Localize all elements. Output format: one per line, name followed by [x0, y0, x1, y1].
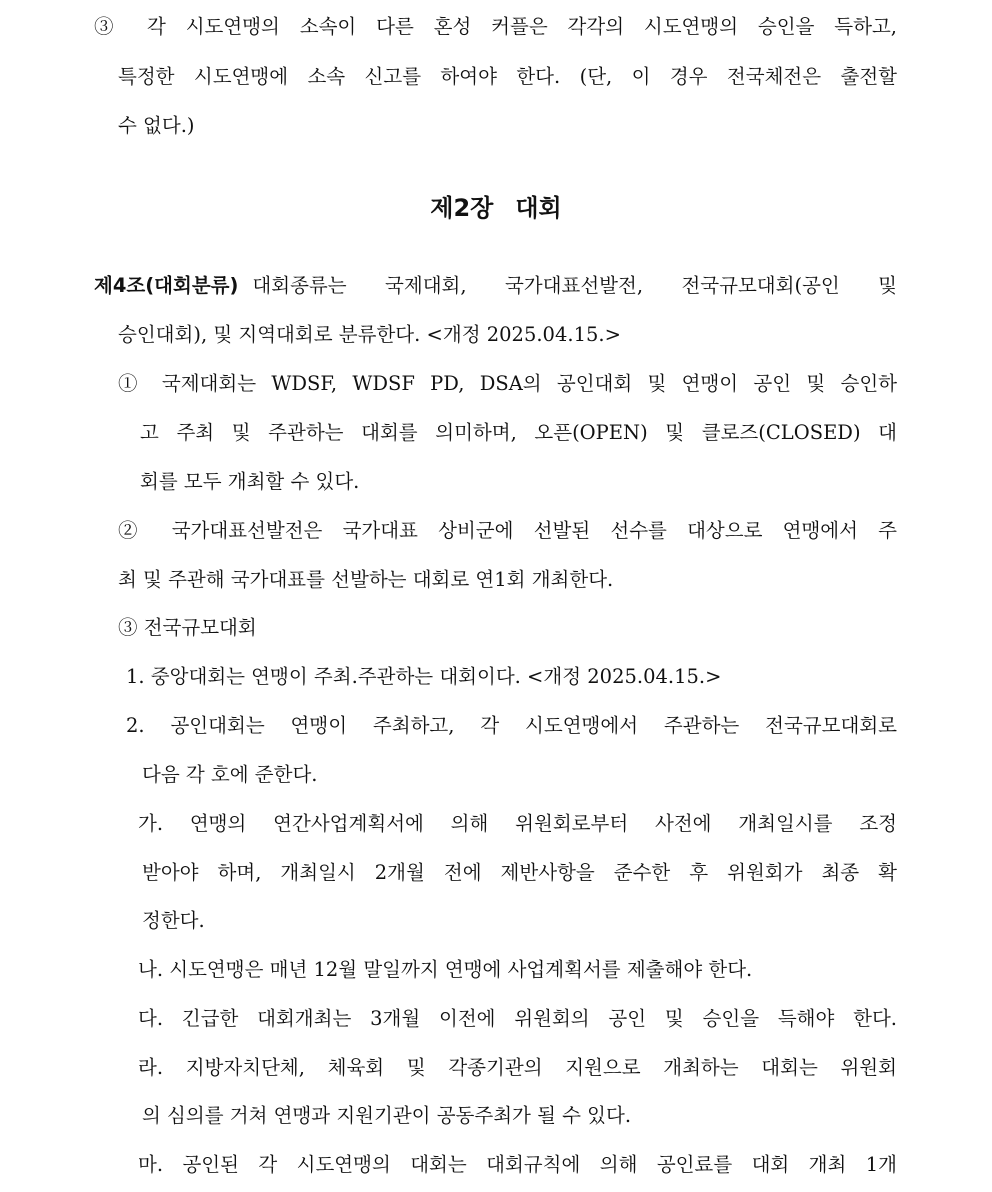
sub-ga-line-2: 받아야 하며, 개최일시 2개월 전에 제반사항을 준수한 후 위원회가 최종 확 — [142, 861, 897, 884]
clause-3-mixed-couple-line-1: ③ 각 시도연맹의 소속이 다른 혼성 커플은 각각의 시도연맹의 승인을 득하고, — [94, 15, 897, 38]
clause-3-item-2-line-2: 다음 각 호에 준한다. — [142, 763, 318, 786]
clause-3-item-1: 1. 중앙대회는 연맹이 주최.주관하는 대회이다. <개정 2025.04.15.> — [126, 665, 722, 688]
article-4-line-2: 승인대회), 및 지역대회로 분류한다. <개정 2025.04.15.> — [118, 323, 621, 346]
clause-3-mixed-couple-line-2: 특정한 시도연맹에 소속 신고를 하여야 한다. (단, 이 경우 전국체전은 출전할 — [118, 65, 897, 88]
chapter-number: 제2장 — [430, 194, 494, 222]
sub-na: 나. 시도연맹은 매년 12월 말일까지 연맹에 사업계획서를 제출해야 한다. — [138, 958, 753, 981]
sub-ma-line-1: 마. 공인된 각 시도연맹의 대회는 대회규칙에 의해 공인료를 대회 개최 1개 — [138, 1153, 897, 1176]
sub-ga-line-1: 가. 연맹의 연간사업계획서에 의해 위원회로부터 사전에 개최일시를 조정 — [138, 812, 897, 835]
clause-1-line-2: 고 주최 및 주관하는 대회를 의미하며, 오픈(OPEN) 및 클로즈(CLOSED) 대 — [140, 421, 897, 444]
sub-da: 다. 긴급한 대회개최는 3개월 이전에 위원회의 공인 및 승인을 득해야 한다. — [138, 1007, 897, 1030]
sub-ra-line-1: 라. 지방자치단체, 체육회 및 각종기관의 지원으로 개최하는 대회는 위원회 — [138, 1056, 897, 1079]
chapter-heading — [0, 190, 992, 226]
chapter-title: 대회 — [515, 194, 562, 222]
sub-ga-line-3: 정한다. — [142, 909, 205, 932]
article-4-text: 대회종류는 국제대회, 국가대표선발전, 전국규모대회(공인 및 — [252, 274, 897, 297]
clause-1-line-1: ① 국제대회는 WDSF, WDSF PD, DSA의 공인대회 및 연맹이 공인 및 승인하 — [118, 372, 897, 395]
clause-1-line-3: 회를 모두 개최할 수 있다. — [140, 470, 360, 493]
clause-2-line-2: 최 및 주관해 국가대표를 선발하는 대회로 연1회 개최한다. — [118, 568, 614, 591]
article-4-line-1 — [94, 271, 897, 301]
sub-ra-line-2: 의 심의를 거쳐 연맹과 지원기관이 공동주최가 될 수 있다. — [142, 1104, 632, 1127]
article-4-label: 제4조(대회분류) — [94, 274, 239, 297]
clause-3-mixed-couple-line-3: 수 없다.) — [118, 114, 195, 137]
clause-2-line-1: ② 국가대표선발전은 국가대표 상비군에 선발된 선수를 대상으로 연맹에서 주 — [118, 519, 897, 542]
clause-3-item-2-line-1: 2. 공인대회는 연맹이 주최하고, 각 시도연맹에서 주관하는 전국규모대회로 — [126, 714, 897, 737]
clause-3-heading: ③ 전국규모대회 — [118, 616, 257, 639]
